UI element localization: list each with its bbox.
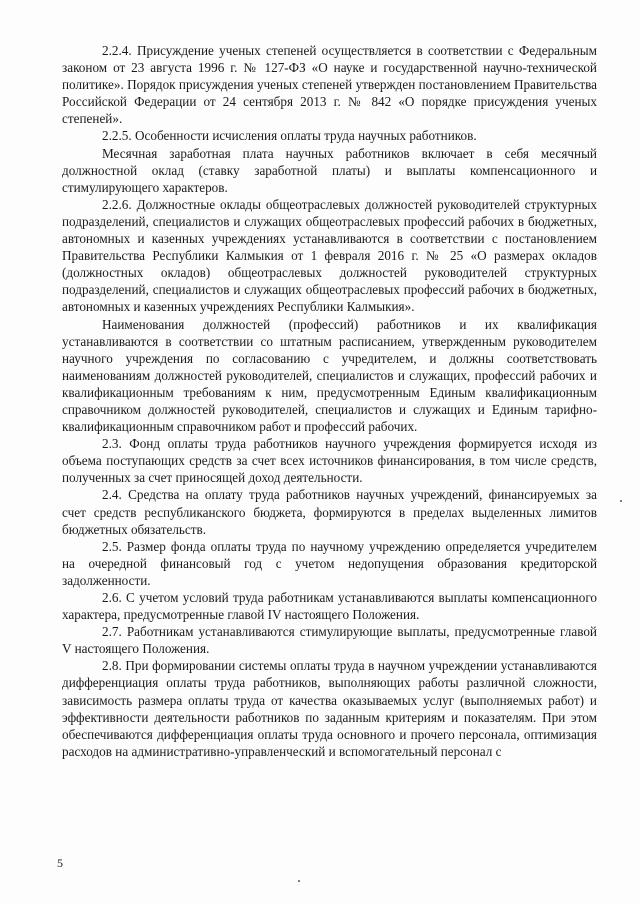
paragraph-2-8: 2.8. При формировании системы оплаты труда в научном учреждении устанавливаются дифференциация оплаты труда работников, выполняющих работы различной сложности, зависимость размера оплаты труда от качества оказываемых услуг (выполняемых работ) и эффективности деятельности работников по заданным критериям и показателям. При этом обеспечиваются дифференциация оплаты труда основного и прочего персонала, оптимизация расходов на административно-управленческий и вспомогательный персонал с: [62, 658, 597, 759]
paragraph-2-2-6: 2.2.6. Должностные оклады общеотраслевых должностей руководителей структурных подразделений, специалистов и служащих общеотраслевых профессий рабочих в бюджетных, автономных и казенных учреждениях устанавливаются в соответствии с постановлением Правительства Республики Калмыкия от 1 февраля 2016 г. № 25 «О размерах окладов (должностных окладов) общеотраслевых должностей руководителей структурных подразделений, специалистов и служащих общеотраслевых профессий рабочих в бюджетных, автономных и казенных учреждениях Республики Калмыкия».: [62, 196, 597, 315]
paragraph-2-2-4: 2.2.4. Присуждение ученых степеней осуществляется в соответствии с Федеральным законом от 23 августа 1996 г. № 127-ФЗ «О науке и государственной научно-технической политике». Порядок присуждения ученых степеней утвержден постановлением Правительства Российской Федерации от 24 сентября 2013 г. № 842 «О порядке присуждения ученых степеней».: [62, 43, 597, 127]
document-body: [62, 42, 597, 760]
paragraph-2-3: 2.3. Фонд оплаты труда работников научного учреждения формируется исходя из объема поступающих средств за счет всех источников финансирования, в том числе средств, полученных за счет приносящей доход деятельности.: [62, 436, 597, 486]
paragraph-2-6: 2.6. С учетом условий труда работникам устанавливаются выплаты компенсационного характера, предусмотренные главой IV настоящего Положения.: [62, 590, 597, 623]
paragraph-position-names: Наименования должностей (профессий) работников и их квалификация устанавливаются в соответствии со штатным расписанием, утвержденным руководителем научного учреждения по согласованию с учредителем, и должны соответствовать наименованиям должностей руководителей, специалистов и служащих, профессий рабочих и квалификационным требованиям к ним, предусмотренным Единым квалификационным справочником должностей руководителей, специалистов и служащих и Единым тарифно-квалификационным справочником работ и профессий рабочих.: [62, 316, 597, 435]
paragraph-monthly-salary: Месячная заработная плата научных работников включает в себя месячный должностной оклад (ставку заработной платы) и выплаты компенсационного и стимулирующего характеров.: [62, 145, 597, 195]
page-number: 5: [57, 856, 63, 870]
paragraph-2-5: 2.5. Размер фонда оплаты труда по научному учреждению определяется учредителем на очередной финансовый год с учетом недопущения образования кредиторской задолженности.: [62, 538, 597, 588]
paragraph-2-7: 2.7. Работникам устанавливаются стимулирующие выплаты, предусмотренные главой V настоящего Положения.: [62, 624, 597, 657]
paragraph-2-4: 2.4. Средства на оплату труда работников научных учреждений, финансируемых за счет средств республиканского бюджета, формируются в пределах выделенных лимитов бюджетных обязательств.: [62, 487, 597, 537]
paragraph-2-2-5: 2.2.5. Особенности исчисления оплаты труда научных работников.: [102, 128, 477, 144]
scan-speck: [620, 500, 622, 502]
scan-speck: [298, 880, 300, 882]
